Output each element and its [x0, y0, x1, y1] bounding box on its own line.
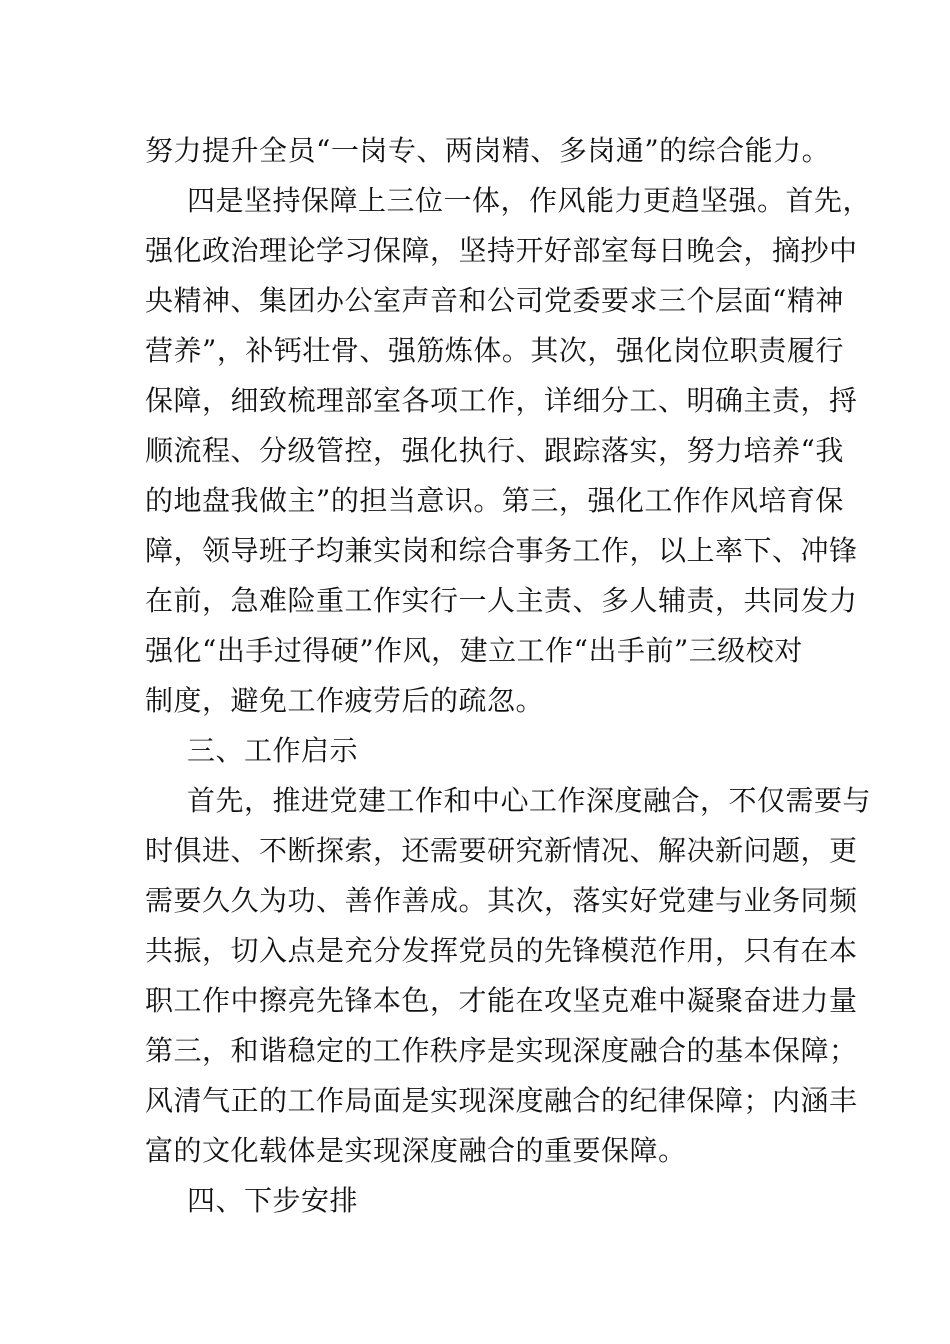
text-line: 共振，切入点是充分发挥党员的先锋模范作用，只有在本	[145, 934, 858, 967]
text-line: 的地盘我做主”的担当意识。第三，强化工作作风培育保	[145, 484, 844, 517]
text-line: 强化政治理论学习保障，坚持开好部室每日晚会，摘抄中	[145, 234, 858, 267]
text-line: 需要久久为功、善作善成。其次，落实好党建与业务同频	[145, 884, 858, 917]
text-line: 富的文化载体是实现深度融合的重要保障。	[145, 1134, 687, 1167]
text-line: 央精神、集团办公室声音和公司党委要求三个层面“精神	[145, 284, 844, 317]
text-line: 在前，急难险重工作实行一人主责、多人辅责，共同发力	[145, 584, 858, 617]
text-line: 首先，推进党建工作和中心工作深度融合，不仅需要与	[187, 784, 872, 817]
text-line: 风清气正的工作局面是实现深度融合的纪律保障；内涵丰	[145, 1084, 858, 1117]
text-line: 时俱进、不断探索，还需要研究新情况、解决新问题，更	[145, 834, 858, 867]
text-line: 顺流程、分级管控，强化执行、跟踪落实，努力培养“我	[145, 434, 844, 467]
section-heading: 四、下步安排	[187, 1184, 359, 1217]
text-line: 强化“出手过得硬”作风，建立工作“出手前”三级校对	[145, 634, 803, 667]
text-line: 保障，细致梳理部室各项工作，详细分工、明确主责，捋	[145, 384, 858, 417]
text-line: 障，领导班子均兼实岗和综合事务工作，以上率下、冲锋	[145, 534, 858, 567]
text-line: 营养”，补钙壮骨、强筋炼体。其次，强化岗位职责履行	[145, 334, 844, 367]
text-line: 四是坚持保障上三位一体，作风能力更趋坚强。首先，	[187, 184, 872, 217]
text-line: 制度，避免工作疲劳后的疏忽。	[145, 684, 545, 717]
text-line: 努力提升全员“一岗专、两岗精、多岗通”的综合能力。	[145, 134, 831, 167]
text-line: 职工作中擦亮先锋本色，才能在攻坚克难中凝聚奋进力量	[145, 984, 858, 1017]
text-line: 第三，和谐稳定的工作秩序是实现深度融合的基本保障；	[145, 1034, 858, 1067]
section-heading: 三、工作启示	[187, 734, 359, 767]
